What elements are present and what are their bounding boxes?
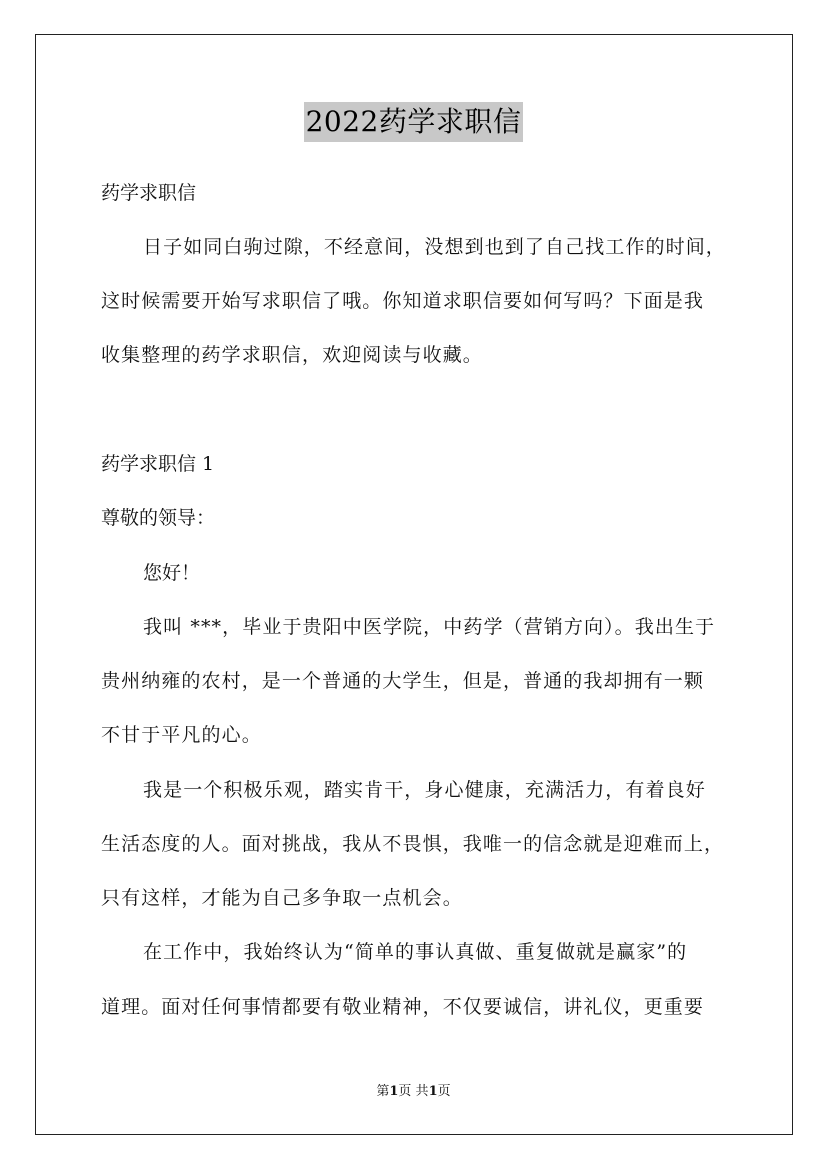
page-mid: 页 共 — [398, 1084, 429, 1099]
page-suffix: 页 — [437, 1084, 451, 1099]
document-subtitle: 药学求职信 — [101, 182, 197, 204]
page-total: 1 — [428, 1084, 438, 1099]
intro-line-2: 这时候需要开始写求职信了哦。你知道求职信要如何写吗？下面是我 — [101, 290, 705, 312]
document-title: 2022药学求职信 — [304, 102, 524, 142]
paragraph-3-line-1: 在工作中，我始终认为“简单的事认真做、重复做就是赢家”的 — [143, 941, 688, 963]
paragraph-1-line-2: 贵州纳雍的农村，是一个普通的大学生，但是，普通的我却拥有一颗 — [101, 670, 705, 692]
title-container — [0, 102, 827, 142]
page-current: 1 — [389, 1084, 399, 1099]
paragraph-1-line-1: 我叫 ***，毕业于贵阳中医学院，中药学（营销方向）。我出生于 — [143, 616, 716, 638]
paragraph-2-line-1: 我是一个积极乐观，踏实肯干，身心健康，充满活力，有着良好 — [143, 779, 706, 801]
greeting: 您好！ — [143, 562, 201, 584]
paragraph-1-line-3: 不甘于平凡的心。 — [101, 724, 262, 746]
page-footer — [0, 1083, 827, 1101]
salutation: 尊敬的领导： — [101, 507, 216, 529]
page-prefix: 第 — [376, 1084, 390, 1099]
paragraph-2-line-3: 只有这样，才能为自己多争取一点机会。 — [101, 887, 463, 909]
paragraph-2-line-2: 生活态度的人。面对挑战，我从不畏惧，我唯一的信念就是迎难而上， — [101, 833, 725, 855]
intro-line-3: 收集整理的药学求职信，欢迎阅读与收藏。 — [101, 344, 483, 366]
intro-line-1: 日子如同白驹过隙，不经意间，没想到也到了自己找工作的时间， — [143, 236, 726, 258]
section-heading: 药学求职信 1 — [101, 453, 215, 475]
paragraph-3-line-2: 道理。面对任何事情都要有敬业精神，不仅要诚信，讲礼仪，更重要 — [101, 996, 705, 1018]
